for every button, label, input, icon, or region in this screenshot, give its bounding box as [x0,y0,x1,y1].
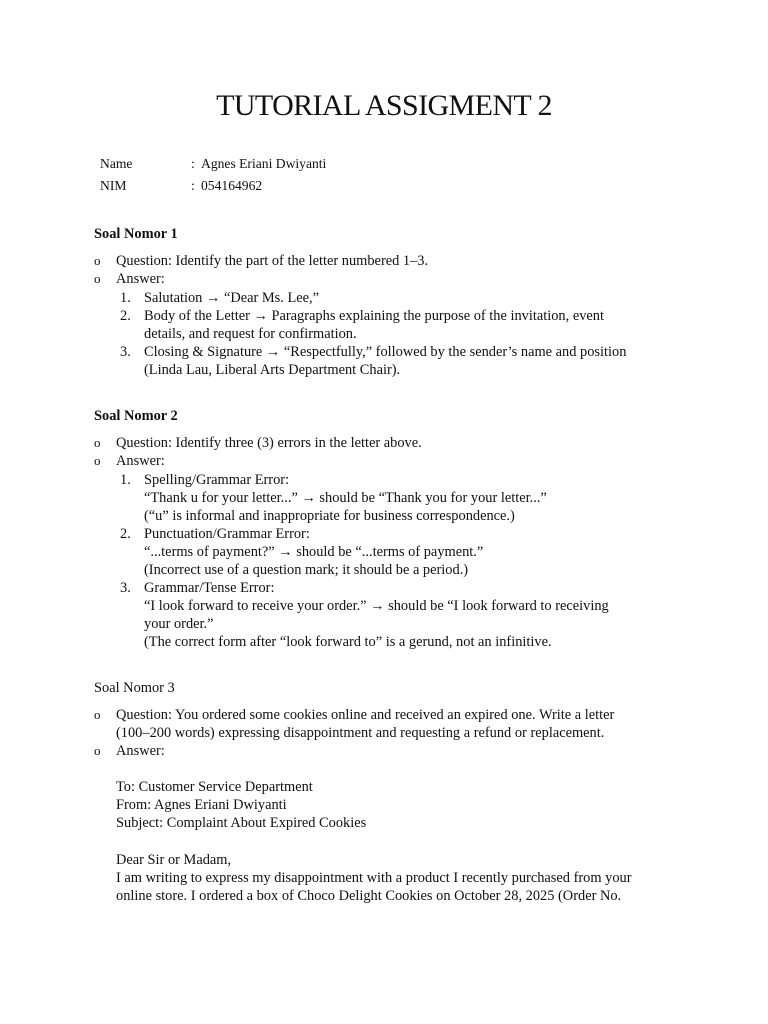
q2-item-line: “...terms of payment?” → should be “...terms of payment.” [144,544,484,560]
q1-item-number: 2. [120,308,131,324]
name-colon: : [191,156,195,171]
q1-item-number: 3. [120,344,131,360]
letter-subject: Subject: Complaint About Expired Cookies [116,815,367,831]
q2-item-number: 2. [120,526,131,542]
letter-salutation: Dear Sir or Madam, [116,852,232,868]
letter-body-line: online store. I ordered a box of Choco Delight Cookies on October 28, 2025 (Order No. [116,888,622,904]
q1-item-number: 1. [120,290,131,306]
q2-item-line: (Incorrect use of a question mark; it should be a period.) [144,562,469,578]
letter-body-line: I am writing to express my disappointment with a product I recently purchased from your [116,870,632,886]
q2-item-line: “I look forward to receive your order.” → should be “I look forward to receiving [144,598,609,614]
q1-item-line: Closing & Signature → “Respectfully,” followed by the sender’s name and position [144,344,627,360]
q2-answer-bullet: o [94,453,101,468]
q2-answer-label: Answer: [116,453,165,469]
q1-question-bullet: o [94,253,101,268]
nim-colon: : [191,178,195,193]
q3-question-line: (100–200 words) expressing disappointment and requesting a refund or replacement. [116,725,605,741]
nim-value: 054164962 [201,178,263,193]
q1-item-line: Body of the Letter → Paragraphs explaining the purpose of the invitation, event [144,308,604,324]
q1-item-line: details, and request for confirmation. [144,326,357,342]
name-value: Agnes Eriani Dwiyanti [201,156,327,171]
q2-item-line: Grammar/Tense Error: [144,580,275,596]
q1-answer-bullet: o [94,271,101,286]
q3-question-bullet: o [94,707,101,722]
q1-heading: Soal Nomor 1 [94,226,178,242]
q3-question-line: Question: You ordered some cookies online and received an expired one. Write a letter [116,707,615,723]
q1-item-line: (Linda Lau, Liberal Arts Department Chair). [144,362,401,378]
q1-question: Question: Identify the part of the letter numbered 1–3. [116,253,429,269]
q1-answer-label: Answer: [116,271,165,287]
q1-item-line: Salutation → “Dear Ms. Lee,” [144,290,320,306]
q3-answer-label: Answer: [116,743,165,759]
q2-item-number: 3. [120,580,131,596]
q2-item-line: (The correct form after “look forward to” is a gerund, not an infinitive. [144,634,552,650]
q2-item-line: “Thank u for your letter...” → should be “Thank you for your letter...” [144,490,547,506]
letter-to: To: Customer Service Department [116,779,313,795]
q2-item-line: your order.” [144,616,214,632]
q2-item-line: Punctuation/Grammar Error: [144,526,310,542]
q2-question-bullet: o [94,435,101,450]
q3-answer-bullet: o [94,743,101,758]
q3-heading: Soal Nomor 3 [94,680,175,696]
nim-label: NIM [100,178,127,193]
q2-item-number: 1. [120,472,131,488]
letter-from: From: Agnes Eriani Dwiyanti [116,797,287,813]
q2-item-line: (“u” is informal and inappropriate for business correspondence.) [144,508,515,524]
q2-heading: Soal Nomor 2 [94,408,178,424]
q2-question: Question: Identify three (3) errors in the letter above. [116,435,422,451]
q2-item-line: Spelling/Grammar Error: [144,472,290,488]
name-label: Name [100,156,133,171]
document-title: TUTORIAL ASSIGMENT 2 [216,89,552,122]
